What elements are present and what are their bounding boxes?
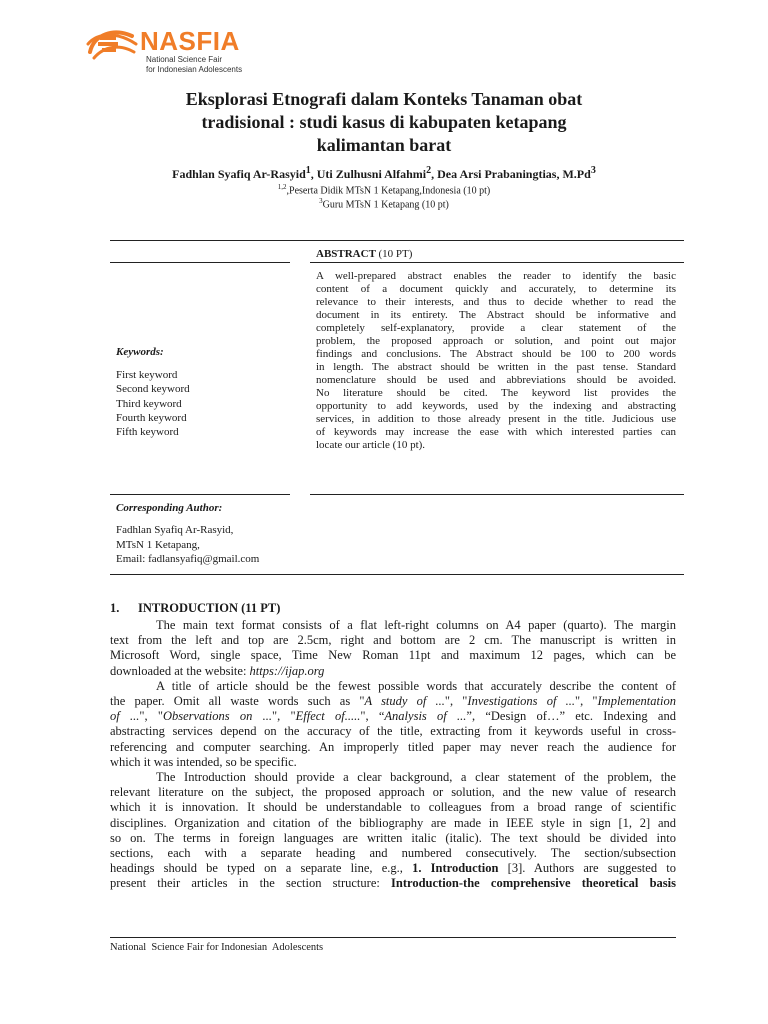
corresponding-author-block	[116, 523, 259, 567]
body-text-run: downloaded at the website:	[110, 663, 250, 678]
body-line: The main text format consists of a flat left-right columns on A4 paper (quarto). The margin	[156, 618, 676, 632]
corresponding-author-institution: MTsN 1 Ketapang,	[116, 538, 200, 551]
body-text-run: headings should be typed on a separate line, e.g.,	[110, 861, 413, 876]
abstract-line: No literature should be cited. The keyword list provides the	[316, 387, 676, 399]
abstract-heading	[316, 248, 412, 260]
abstract-line: document in its entirety. The Abstract should be informative and	[316, 309, 676, 321]
body-text-run: present their articles in the section structure:	[110, 876, 392, 891]
body-text-run: ", "	[272, 709, 296, 724]
affiliation-2-sup: 3	[319, 197, 323, 205]
keyword-item: Fifth keyword	[116, 426, 179, 439]
corresponding-author-name: Fadhlan Syafiq Ar-Rasyid,	[116, 524, 234, 536]
abstract-rule-bottom	[310, 494, 684, 495]
footer-rule	[110, 937, 676, 938]
logo-name: NASFIA	[140, 26, 240, 56]
abstract-line: A well-prepared abstract enables the reader to identify the basic	[316, 270, 676, 282]
bold-run: 1. Introduction	[412, 861, 499, 876]
author-3-sup: 3	[590, 165, 596, 176]
body-text-run: the paper. Omit all waste words such as "	[110, 694, 365, 709]
page-footer: National Science Fair for Indonesian Adolescents	[110, 942, 324, 953]
left-column-rule-mid	[110, 494, 290, 495]
abstract-line: opportunity to add keywords, used by the indexing and abstracting	[316, 400, 676, 412]
body-line: abstracting services depend on the accuracy of the title, extracting from it keywords useful in cross-	[110, 724, 676, 739]
abstract-body	[316, 270, 676, 452]
body-text-run: ", "	[139, 709, 163, 724]
abstract-line: content of a document quickly and accurately, to determine its	[316, 283, 676, 295]
body-line	[110, 709, 676, 724]
abstract-line: nomenclature should be used and abbreviations should be avoided.	[316, 374, 676, 386]
author-1-sup: 1	[305, 165, 311, 176]
affiliation-1-text: ,Peserta Didik MTsN 1 Ketapang,Indonesia (10 pt)	[286, 185, 491, 197]
abstract-rule	[310, 262, 684, 263]
keyword-item: Fourth keyword	[116, 411, 187, 424]
body-line: relevant literature on the subject, the proposed approach or solution, and the new value of research	[110, 785, 676, 800]
title-line-2: tradisional : studi kasus di kabupaten ketapang	[201, 112, 567, 132]
affiliation-2	[110, 197, 658, 210]
italic-run: Effect of.....	[295, 709, 361, 724]
abstract-line: of keywords may increase the ease with which interested parties can	[316, 426, 676, 438]
body-line: disciplines. Organization and citation of the bibliography are made in IEEE style in sign [1, 2] and	[110, 815, 676, 830]
body-line: which it was intended, so be specific.	[110, 754, 297, 769]
section-number: 1.	[110, 601, 120, 615]
section-title: INTRODUCTION (11 PT)	[138, 601, 281, 615]
bottom-rule	[110, 574, 684, 575]
abstract-line: in length. The abstract should be written in the past tense. Standard	[316, 361, 676, 373]
body-text-run: ", "	[444, 694, 468, 709]
corresponding-author-email[interactable]: Email: fadlansyafiq@gmail.com	[116, 553, 260, 565]
body-line: The Introduction should provide a clear background, a clear statement of the problem, the	[156, 770, 676, 785]
title-line-1: Eksplorasi Etnografi dalam Konteks Tanaman obat	[185, 89, 583, 109]
abstract-line: relevance to their interests, and thus to decide whether to read the	[316, 296, 676, 308]
left-column-rule-top	[110, 262, 290, 263]
corresponding-author-heading: Corresponding Author:	[116, 502, 223, 514]
nasfia-logo	[84, 18, 284, 78]
body-text-run: ”, “Design of…” etc. Indexing and	[466, 709, 676, 724]
author-separator: ,	[310, 167, 317, 181]
body-line: sections, each with a separate heading and numbered consecutively. The section/subsection	[110, 846, 676, 861]
keyword-item: First keyword	[116, 369, 178, 381]
body-text-run: ", “	[360, 709, 385, 724]
italic-run: of ...	[110, 709, 140, 724]
author-2-sup: 2	[426, 165, 432, 176]
nasfia-emblem-icon	[84, 22, 140, 68]
abstract-line: locate our article (10 pt).	[316, 439, 426, 451]
affiliation-2-text: Guru MTsN 1 Ketapang (10 pt)	[322, 199, 449, 211]
body-line: Microsoft Word, single space, Time New Roman 11pt and maximum 12 pages, which can be	[110, 648, 676, 663]
abstract-line: problem, the proposed approach or solution, and point out major	[316, 335, 676, 347]
body-text	[110, 618, 676, 892]
abstract-line: completely self-explanatory, provide a clear statement of the	[316, 322, 676, 334]
logo-tagline-1: National Science Fair	[146, 55, 223, 64]
italic-run: A study of ...	[364, 694, 445, 709]
italic-run: Analysis of ...	[384, 709, 467, 724]
title-line-3: kalimantan barat	[316, 135, 452, 155]
top-rule	[110, 240, 684, 241]
body-line: A title of article should be the fewest possible words that accurately describe the content of	[156, 678, 676, 693]
section-heading	[110, 601, 280, 616]
keyword-item: Third keyword	[116, 397, 182, 410]
body-line	[110, 694, 676, 709]
author-1: Fadhlan Syafiq Ar-Rasyid	[172, 167, 306, 181]
body-line	[110, 876, 676, 891]
body-line: referencing and computer searching. An improperly titled paper may never reach the audience for	[110, 739, 676, 754]
abstract-heading-text: ABSTRACT	[316, 248, 376, 260]
author-3: Dea Arsi Prabaningtias, M.Pd	[437, 167, 591, 181]
abstract-line: findings and conclusions. The Abstract should be 100 to 200 words	[316, 348, 676, 360]
affiliation-1-sup: 1,2	[277, 183, 287, 191]
body-line: so on. The terms in foreign languages are written italic (italic). The text should be divided into	[110, 830, 676, 845]
website-link[interactable]: https://ijap.org	[249, 663, 325, 678]
body-line: text from the left and top are 2.5cm, right and bottom are 2 cm. The manuscript is written in	[110, 633, 676, 648]
author-list	[110, 165, 658, 182]
author-2: Uti Zulhusni Alfahmi	[316, 167, 427, 181]
keyword-item: Second keyword	[116, 383, 190, 396]
keywords-heading: Keywords:	[116, 346, 164, 358]
bold-run: Introduction-the comprehensive theoretical basis	[391, 876, 676, 891]
body-line	[110, 664, 676, 679]
logo-tagline-2: for Indonesian Adolescents	[146, 65, 243, 74]
affiliation-1	[110, 183, 658, 196]
italic-run: Investigations of ...	[467, 694, 575, 709]
italic-run: Implementation	[597, 694, 676, 709]
keyword-list	[116, 368, 190, 439]
abstract-heading-pt: (10 PT)	[378, 248, 413, 260]
body-text-run: ", "	[575, 694, 598, 709]
author-separator: ,	[431, 167, 438, 181]
paper-title	[140, 88, 628, 157]
body-line: which it is innovation. It should be understandable to colleagues from a broad range of scientific	[110, 800, 676, 815]
italic-run: Observations on ...	[162, 709, 273, 724]
body-line	[110, 861, 676, 876]
abstract-line: services, in addition to those already present in the title. Judicious use	[316, 413, 676, 425]
body-text-run: [3]. Authors are suggested to	[498, 861, 676, 876]
